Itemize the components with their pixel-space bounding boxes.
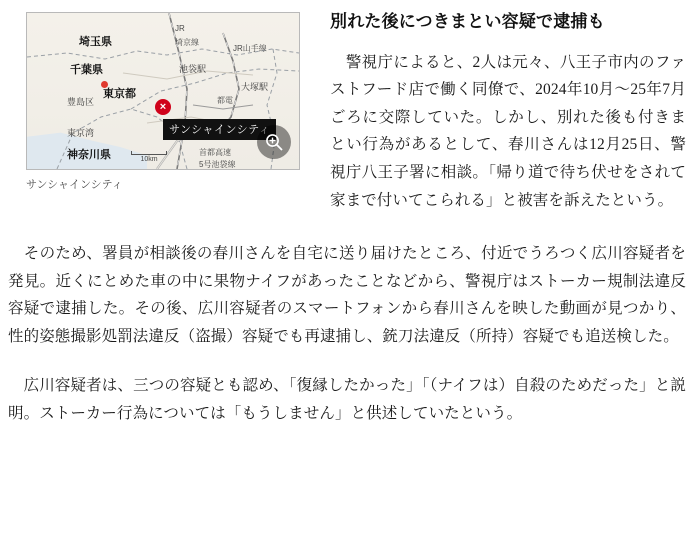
map-location-marker: × (155, 99, 171, 115)
map-label: 千葉県 (70, 64, 103, 76)
page-title: 別れた後につきまとい容疑で逮捕も (330, 12, 605, 31)
article-paragraph: そのため、署員が相談後の春川さんを自宅に送り届けたところ、付近でうろつく広川容疑者を発見。近くにとめた車の中に果物ナイフがあったことなどから、警視庁はストーカー規制法違反容疑で逮捕した。その後、広川容疑者のスマートフォンから春川さんを映した動画が見つかり、性的姿態撮影処罰法違反（盗撮）容疑でも再逮捕し、銃刀法違反（所持）容疑でも追送検した。 (8, 245, 686, 345)
map-label: 大塚駅 (241, 82, 269, 92)
map-label: 神奈川県 (67, 149, 111, 161)
map-label: 東京湾 (67, 128, 95, 138)
map-label: 埼京線 (175, 38, 199, 47)
map-scale-bar-line (131, 151, 167, 155)
article-figure (26, 12, 316, 192)
map-label: 5号池袋線 (199, 160, 236, 169)
map-label: 池袋駅 (179, 64, 207, 74)
figure-caption: サンシャインシティ (26, 179, 123, 191)
map-label: 埼玉県 (79, 36, 112, 48)
map-label: JR (175, 24, 185, 33)
article-paragraph: 広川容疑者は、三つの容疑とも認め、「復縁したかった」「（ナイフは）自殺のためだった」と説明。ストーカー行為については「もうしません」と供述していたという。 (8, 377, 686, 422)
map-image[interactable] (26, 12, 300, 170)
map-label: 東京都 (103, 88, 136, 100)
map-label: 豊島区 (67, 97, 95, 107)
map-scale-bar (131, 151, 167, 163)
magnifier-plus-icon[interactable] (257, 125, 291, 159)
map-scale-value: 10km (140, 156, 158, 163)
map-label: JR山手線 (233, 44, 267, 53)
map-label: 首都高速 (199, 148, 231, 157)
article-paragraph: 警視庁によると、2人は元々、八王子市内のファストフード店で働く同僚で、2024年10月〜25年7月ごろに交際していた。しかし、別れた後も付きまとい行為があるとして、春川さんは12月25日、警視庁八王子署に相談。「帰り道で待ち伏せをされて家まで付いてこられる」と被害を訴えたという。 (330, 53, 686, 209)
map-city-dot (101, 81, 108, 88)
map-label: 都電 (217, 96, 233, 105)
map-callout-label: サンシャインシティ (163, 119, 276, 140)
